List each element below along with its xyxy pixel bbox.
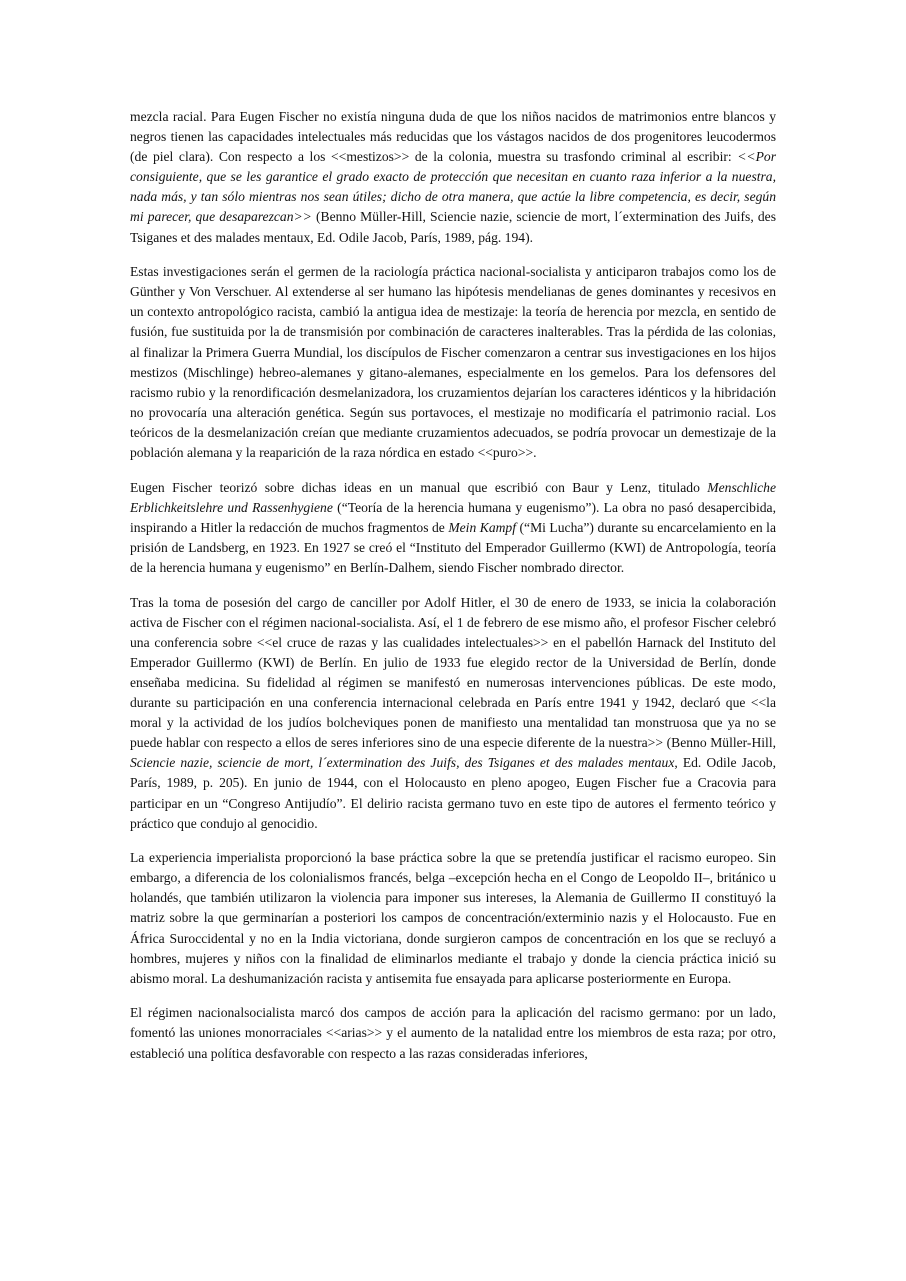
paragraph-6: El régimen nacionalsocialista marcó dos campos de acción para la aplicación del racismo germano: por un lado, fomentó las uniones monorraciales <<arias>> y el aumento de la natalidad entre los miembros de esta raza; por otro, estableció una política desfavorable con respecto a las razas consideradas inferiores,: [130, 1005, 776, 1061]
paragraph-1: mezcla racial. Para Eugen Fischer no existía ninguna duda de que los niños nacidos de matrimonios entre blancos y negros tienen las capacidades intelectuales más reducidas que los vástagos nacidos de dos progenitores leucodermos (de piel clara). Con respecto a los <<mestizos>> de la colonia, muestra su trasfondo criminal al escribir: <<Por consiguiente, que se les garantice el grado exacto de protección que necesitan en cuanto raza inferior a la nuestra, nada más, y tan sólo mientras nos sean útiles; dicho de otra manera, que actúe la libre competencia, es decir, según mi parecer, que desaparezcan>> (Benno Müller-Hill, Sciencie nazie, sciencie de mort, l´extermination des Juifs, des Tsiganes et des malades mentaux, Ed. Odile Jacob, París, 1989, pág. 194).: [130, 109, 776, 245]
paragraph-5: La experiencia imperialista proporcionó la base práctica sobre la que se pretendía justificar el racismo europeo. Sin embargo, a diferencia de los colonialismos francés, belga –excepción hecha en el Congo de Leopoldo II–, británico u holandés, que también utilizaron la violencia para imponer sus intereses, la Alemania de Guillermo II constituyó la matriz sobre la que germinarían a posteriori los campos de concentración/exterminio nazis y el Holocausto. Fue en África Suroccidental y no en la India victoriana, donde surgieron campos de concentración en los que se recluyó a hombres, mujeres y niños con la finalidad de eliminarlos mediante el trabajo y donde la ciencia práctica inició su abismo moral. La deshumanización racista y antisemita fue ensayada para aplicarse posteriormente en Europa.: [130, 850, 776, 986]
paragraph-4: Tras la toma de posesión del cargo de canciller por Adolf Hitler, el 30 de enero de 1933, se inicia la colaboración activa de Fischer con el régimen nacional-socialista. Así, el 1 de febrero de ese mismo año, el profesor Fischer celebró una conferencia sobre <<el cruce de razas y las cualidades intelectuales>> en el pabellón Harnack del Instituto del Emperador Guillermo (KWI) de Berlín. En julio de 1933 fue elegido rector de la Universidad de Berlín, donde enseñaba medicina. Su fidelidad al régimen se manifestó en numerosas intervenciones públicas. De este modo, durante su participación en una conferencia internacional celebrada en París entre 1941 y 1942, declaró que <<la moral y la actividad de los judíos bolcheviques ponen de manifiesto una mentalidad tan monstruosa que ya no se puede hablar con respecto a ellos de seres inferiores sino de una especie diferente de la nuestra>> (Benno Müller-Hill, Sciencie nazie, sciencie de mort, l´extermination des Juifs, des Tsiganes et des malades mentaux, Ed. Odile Jacob, París, 1989, p. 205). En junio de 1944, con el Holocausto en pleno apogeo, Eugen Fischer fue a Cracovia para participar en un “Congreso Antijudío”. El delirio racista germano tuvo en este tipo de autores el fermento teórico y práctico que condujo al genocidio.: [130, 594, 776, 831]
paragraph-2: Estas investigaciones serán el germen de la raciología práctica nacional-socialista y anticiparon trabajos como los de Günther y Von Verschuer. Al extenderse al ser humano las hipótesis mendelianas de genes dominantes y recesivos en un contexto antropológico racista, cambió la antigua idea de mestizaje: la teoría de herencia por mezcla, en sentido de fusión, fue sustituida por la de transmisión por combinación de caracteres inalterables. Tras la pérdida de las colonias, al finalizar la Primera Guerra Mundial, los discípulos de Fischer comenzaron a centrar sus investigaciones en los hijos mestizos (Mischlinge) hebreo-alemanes y gitano-alemanes, especialmente en los gemelos. Para los defensores del racismo rubio y la renordificación desmelanizadora, los cruzamientos dejarían los caracteres idénticos y la hibridación no provocaría una alteración genética. Según sus portavoces, el mestizaje no modificaría el patrimonio racial. Los teóricos de la desmelanización creían que mediante cruzamientos adecuados, se podría provocar un demestizaje de la población alemana y la reaparición de la raza nórdica en estado <<puro>>.: [130, 264, 776, 460]
paragraph-3: Eugen Fischer teorizó sobre dichas ideas en un manual que escribió con Baur y Lenz, titulado Menschliche Erblichkeitslehre und Rassenhygiene (“Teoría de la herencia humana y eugenismo”). La obra no pasó desapercibida, inspirando a Hitler la redacción de muchos fragmentos de Mein Kampf (“Mi Lucha”) durante su encarcelamiento en la prisión de Landsberg, en 1923. En 1927 se creó el “Instituto del Emperador Guillermo (KWI) de Antropología, teoría de la herencia humana y eugenismo” en Berlín-Dalhem, siendo Fischer nombrado director.: [130, 479, 776, 575]
document-body: [130, 107, 776, 1078]
